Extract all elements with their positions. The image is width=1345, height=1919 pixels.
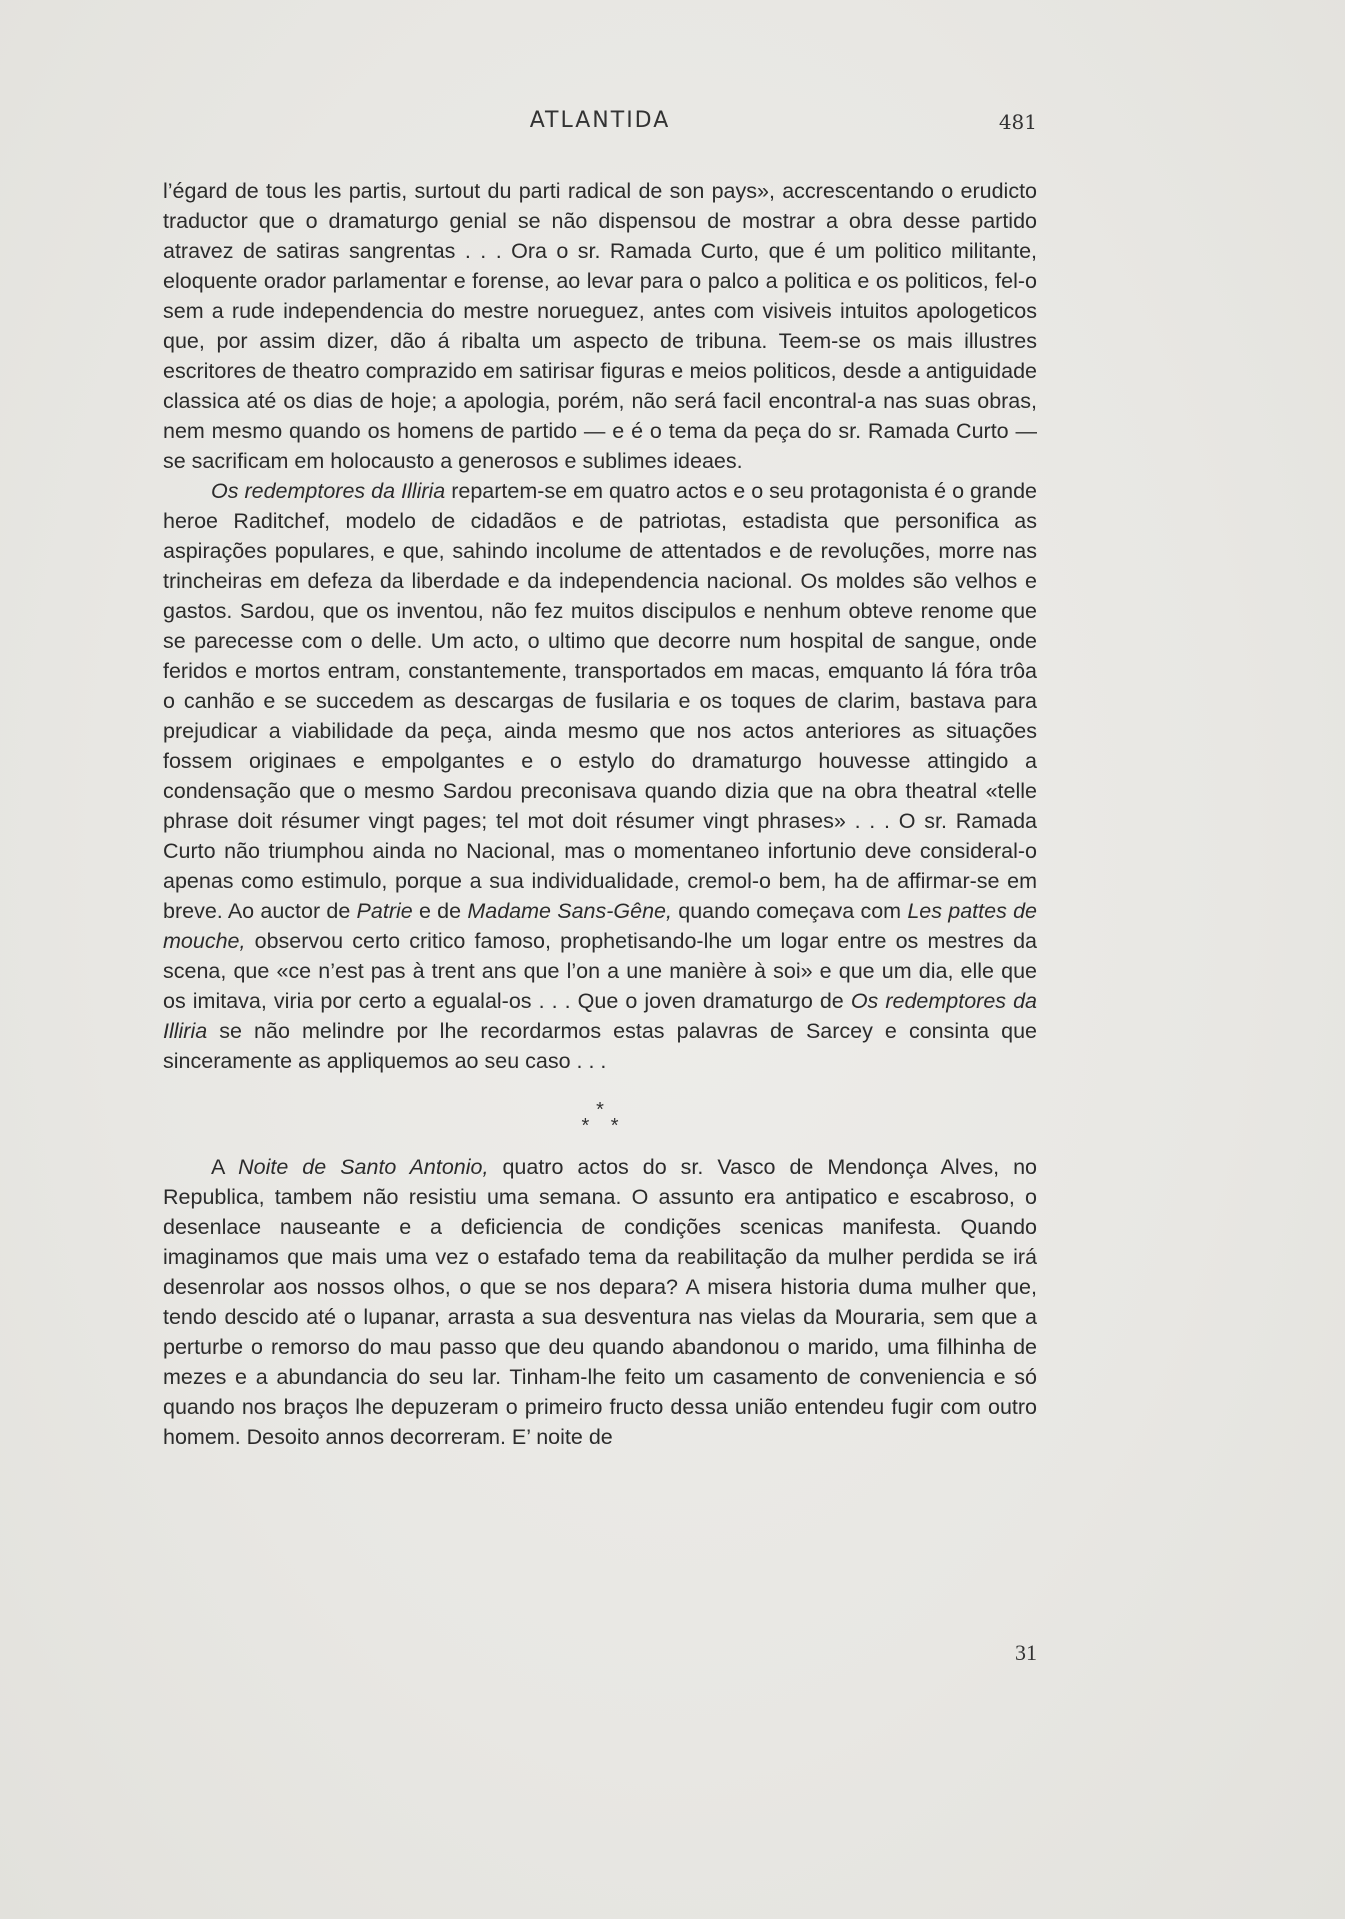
- page-number: 481: [998, 110, 1037, 134]
- body-text: [163, 176, 1037, 1452]
- italic-title: Madame Sans-Gêne,: [467, 899, 672, 923]
- running-title: ATLANTIDA: [529, 108, 671, 133]
- text-run: quando começava com: [671, 899, 908, 923]
- italic-title: Les pattes de mouche,: [163, 899, 1037, 953]
- italic-title: Patrie: [356, 899, 413, 923]
- signature-number: 31: [1015, 1640, 1037, 1665]
- paragraph-3: [163, 1152, 1037, 1452]
- paragraph-1: [163, 176, 1037, 476]
- text-run: quatro actos do sr. Vasco de Mendonça Alves, no Republica, tambem não resistiu uma semana. O assunto era antipatico e escabroso, o desenlace nauseante e a deficiencia de condições scenicas manifesta. Quando imaginamos que mais uma vez o estafado tema da reabilitação da mulher perdida se irá desenrolar aos nossos olhos, o que se nos depara? A misera historia duma mulher que, tendo descido até o lupanar, arrasta a sua desventura nas vielas da Mouraria, sem que a perturbe o remorso do mau passo que deu quando abandonou o marido, uma filhinha de mezes e a abundancia do seu lar. Tinham-lhe feito um casamento de conveniencia e só quando nos braços lhe depuzeram o primeiro fructo dessa união entendeu fugir com outro homem. Desoito annos decorreram. E’ noite de: [163, 1155, 1037, 1449]
- italic-title: Os redemptores da Illiria: [211, 479, 446, 503]
- text-run: A: [211, 1155, 239, 1179]
- separator-asterisk-top: *: [596, 1099, 604, 1121]
- text-run: se não melindre por lhe recordarmos estas palavras de Sarcey e consinta que sinceramente as appliquemos ao seu caso . . .: [163, 1019, 1037, 1073]
- paragraph-2: [163, 476, 1037, 1076]
- text-run: repartem-se em quatro actos e o seu protagonista é o grande heroe Raditchef, modelo de cidadãos e de patriotas, estadista que personifica as aspirações populares, e que, sahindo incolume de attentados e de revoluções, morre nas trincheiras em defeza da liberdade e da independencia nacional. Os moldes são velhos e gastos. Sardou, que os inventou, não fez muitos discipulos e nenhum obteve renome que se parecesse com o delle. Um acto, o ultimo que decorre num hospital de sangue, onde feridos e mortos entram, constantemente, transportados em macas, emquanto lá fóra trôa o canhão e se succedem as descargas de fusilaria e os toques de clarim, bastava para prejudicar a viabilidade da peça, ainda mesmo que nos actos anteriores as situações fossem originaes e empolgantes e o estylo do dramaturgo houvesse attingido a condensação que o mesmo Sardou preconisava quando dizia que na obra theatral «telle phrase doit résumer vingt pages; tel mot doit résumer vingt phrases» . . . O sr. Ramada Curto não triumphou ainda no Nacional, mas o momentaneo infortunio deve consideral-o apenas como estimulo, porque a sua individualidade, cremol-o bem, ha de affirmar-se em breve. Ao auctor de: [163, 479, 1037, 923]
- section-separator: [163, 1099, 1037, 1137]
- text-run: l’égard de tous les partis, surtout du parti radical de son pays», accrescentando o erudicto traductor que o dramaturgo genial se não dispensou de mostrar a obra desse partido atravez de satiras sangrentas . . . Ora o sr. Ramada Curto, que é um politico militante, eloquente orador parlamentar e forense, ao levar para o palco a politica e os politicos, fel-o sem a rude independencia do mestre norueguez, antes com visiveis intuitos apologeticos que, por assim dizer, dão á ribalta um aspecto de tribuna. Teem-se os mais illustres escritores de theatro comprazido em satirisar figuras e meios politicos, desde a antiguidade classica até os dias de hoje; a apologia, porém, não será facil encontral-a nas suas obras, nem mesmo quando os homens de partido — e é o tema da peça do sr. Ramada Curto — se sacrificam em holocausto a generosos e sublimes ideaes.: [163, 179, 1037, 473]
- italic-title: Os redemptores da Illiria: [163, 989, 1038, 1043]
- separator-asterisks-bottom: * *: [581, 1115, 627, 1137]
- page-header: [163, 108, 1037, 144]
- text-run: e de: [412, 899, 468, 923]
- text-run: observou certo critico famoso, prophetisando-lhe um logar entre os mestres da scena, que «ce n’est pas à trent ans que l’on a une manière à soi» e que um dia, elle que os imitava, viria por certo a egualal-os . . . Que o joven dramaturgo de: [163, 929, 1037, 1013]
- italic-title: Noite de Santo Antonio,: [238, 1155, 489, 1179]
